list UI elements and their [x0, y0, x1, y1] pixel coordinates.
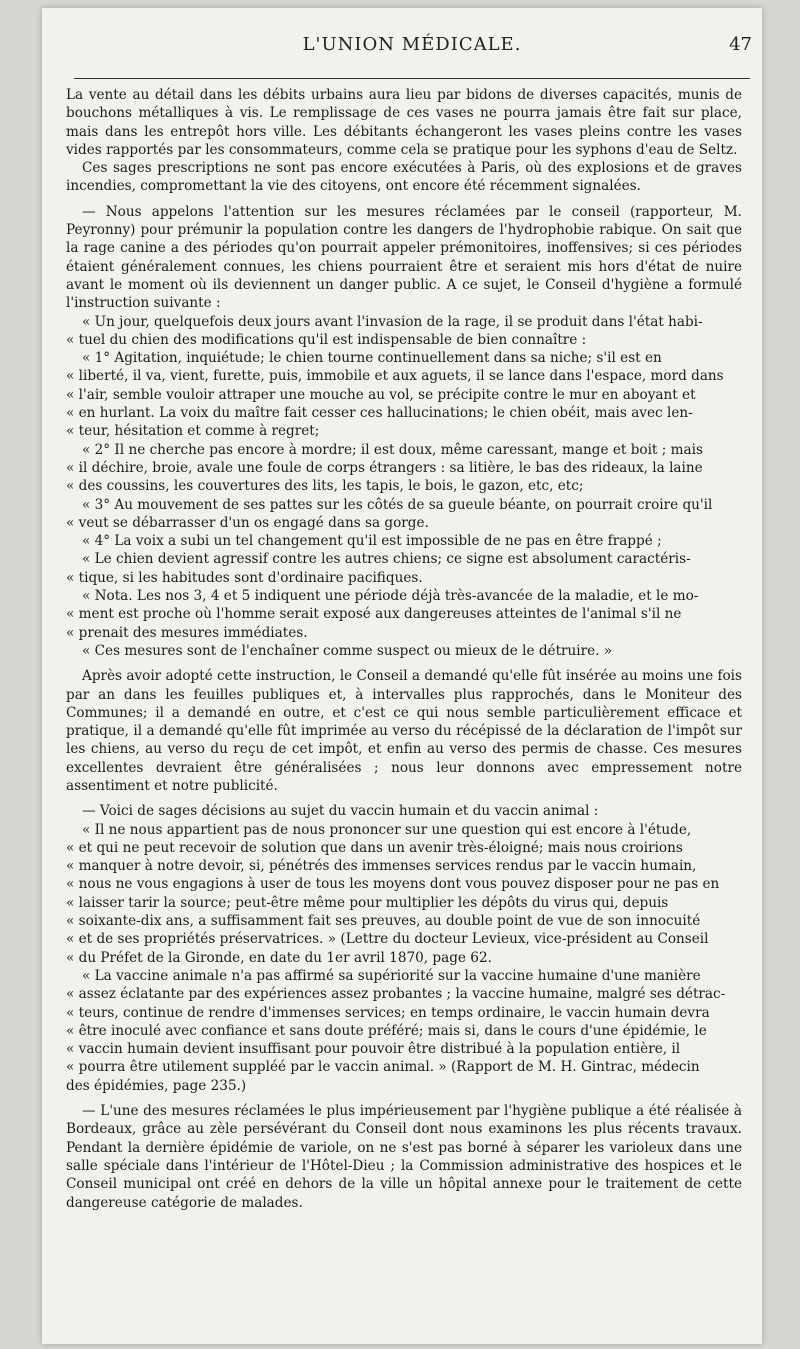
- paragraph: « Nota. Les nos 3, 4 et 5 indiquent une période déjà très-avancée de la maladie, et le mo-: [82, 588, 699, 605]
- paragraph: « teur, hésitation et comme à regret;: [66, 423, 320, 440]
- paragraph: « liberté, il va, vient, furette, puis, immobile et aux aguets, il se lance dans l'espace, mord dans: [66, 368, 724, 385]
- paragraph: « du Préfet de la Gironde, en date du 1er avril 1870, page 62.: [66, 949, 492, 966]
- paragraph: « 2° Il ne cherche pas encore à mordre; il est doux, même caressant, mange et boit ; mais: [82, 441, 703, 458]
- paragraph: « il déchire, broie, avale une foule de corps étrangers : sa litière, le bas des rideaux, la laine: [66, 459, 703, 476]
- paragraph: La vente au détail dans les débits urbains aura lieu par bidons de diverses capacités, munis de bouchons métalliques à vis. Le remplissage de ces vases ne pourra jamais être fait sur place, mais dans les entrepôt hors ville. Les débitants échangeront les vases pleins contre les vases vides rapportés par les consommateurs, comme cela se pratique pour les syphons d'eau de Seltz.: [66, 87, 742, 158]
- paragraph: « et de ses propriétés préservatrices. » (Lettre du docteur Levieux, vice-président au Conseil: [66, 931, 709, 948]
- paragraph: « 3° Au mouvement de ses pattes sur les côtés de sa gueule béante, on pourrait croire qu'il: [82, 496, 713, 513]
- paragraph: « vaccin humain devient insuffisant pour pouvoir être distribué à la population entière, il: [66, 1041, 681, 1058]
- paragraph: « l'air, semble vouloir attraper une mouche au vol, se précipite contre le mur en aboyant et: [66, 386, 696, 403]
- paragraph: « soixante-dix ans, a suffisamment fait ses preuves, au double point de vue de son innocuité: [66, 913, 701, 930]
- paragraph: « être inoculé avec confiance et sans doute préféré; mais si, dans le cours d'une épidémie, le: [66, 1022, 707, 1039]
- paragraph: « La vaccine animale n'a pas affirmé sa supériorité sur la vaccine humaine d'une manière: [82, 967, 701, 984]
- paragraph: « laisser tarir la source; peut-être même pour multiplier les dépôts du virus qui, depuis: [66, 894, 669, 911]
- paragraph: « et qui ne peut recevoir de solution que dans un avenir très-éloigné; mais nous croirions: [66, 839, 683, 856]
- paragraph: Ces sages prescriptions ne sont pas encore exécutées à Paris, où des explosions et de graves incendies, compromettant la vie des citoyens, ont encore été récemment signalées.: [66, 160, 742, 195]
- paragraph: — Voici de sages décisions au sujet du vaccin humain et du vaccin animal :: [82, 803, 599, 820]
- paragraph: « manquer à notre devoir, si, pénétrés des immenses services rendus par le vaccin humain,: [66, 858, 697, 875]
- paragraph: « 4° La voix a subi un tel changement qu'il est impossible de ne pas en être frappé ;: [82, 533, 662, 550]
- paragraph: « nous ne vous engagions à user de tous les moyens dont vous pouvez disposer pour ne pas en: [66, 876, 720, 893]
- paragraph: « ment est proche où l'homme serait exposé aux dangereuses atteintes de l'animal s'il ne: [66, 606, 682, 623]
- paragraph: « en hurlant. La voix du maître fait cesser ces hallucinations; le chien obéit, mais avec len-: [66, 405, 693, 422]
- paragraph: « tuel du chien des modifications qu'il est indispensable de bien connaître :: [66, 331, 587, 348]
- paragraph: Après avoir adopté cette instruction, le Conseil a demandé qu'elle fût insérée au moins une fois par an dans les feuilles publiques et, à intervalles plus rapprochés, dans le Moniteur des Communes; il a demandé en outre, et c'est ce qui nous semble particulièrement efficace et pratique, il a demandé qu'elle fût imprimée au verso du récépissé de la déclaration de l'impôt sur les chiens, au verso du reçu de cet impôt, et enfin au verso des permis de chasse. Ces mesures excellentes devraient être généralisées ; nous leur donnons avec empressement notre assentiment et notre publicité.: [66, 668, 742, 794]
- paragraph: « assez éclatante par des expériences assez probantes ; la vaccine humaine, malgré ses détrac-: [66, 986, 726, 1003]
- paragraph: « veut se débarrasser d'un os engagé dans sa gorge.: [66, 514, 429, 531]
- running-title: L'UNION MÉDICALE.: [302, 34, 522, 55]
- paragraph: — L'une des mesures réclamées le plus impérieusement par l'hygiène publique a été réalisée à Bordeaux, grâce au zèle persévérant du Conseil dont nous examinons les plus récents travaux. Pendant la dernière épidémie de variole, on ne s'est pas borné à séparer les varioleux dans une salle spéciale dans l'intérieur de l'Hôtel-Dieu ; la Commission administrative des hospices et le Conseil municipal ont créé en dehors de la ville un hôpital annexe pour le traitement de cette dangereuse catégorie de malades.: [66, 1103, 742, 1211]
- paragraph: « Il ne nous appartient pas de nous prononcer sur une question qui est encore à l'étude,: [82, 821, 692, 838]
- paragraph: des épidémies, page 235.): [66, 1077, 247, 1094]
- paragraph: « Le chien devient agressif contre les autres chiens; ce signe est absolument caractéris-: [82, 551, 691, 568]
- paragraph: « Un jour, quelquefois deux jours avant l'invasion de la rage, il se produit dans l'état habi-: [82, 313, 703, 330]
- page-number: 47: [729, 34, 752, 55]
- paragraph: — Nous appelons l'attention sur les mesures réclamées par le conseil (rapporteur, M. Peyronny) pour prémunir la population contre les dangers de l'hydrophobie rabique. On sait que la rage canine a des périodes qu'on pourrait appeler prémonitoires, inoffensives; si ces périodes étaient généralement connues, les chiens pourraient être et seraient mis hors d'état de nuire avant le moment où ils deviennent un danger public. A ce sujet, le Conseil d'hygiène a formulé l'instruction suivante :: [66, 203, 742, 312]
- paragraph: « des coussins, les couvertures des lits, les tapis, le bois, le gazon, etc, etc;: [66, 478, 584, 495]
- paragraph: « pourra être utilement suppléé par le vaccin animal. » (Rapport de M. H. Gintrac, médecin: [66, 1059, 700, 1076]
- header-rule: [74, 78, 750, 79]
- paragraph: « teurs, continue de rendre d'immenses services; en temps ordinaire, le vaccin humain devra: [66, 1004, 710, 1021]
- journal-page: [42, 8, 762, 1344]
- page-header: [72, 34, 752, 62]
- paragraph: « Ces mesures sont de l'enchaîner comme suspect ou mieux de le détruire. »: [82, 642, 613, 659]
- paragraph: « prenait des mesures immédiates.: [66, 624, 308, 641]
- paragraph: « 1° Agitation, inquiétude; le chien tourne continuellement dans sa niche; s'il est en: [82, 350, 662, 367]
- article-body: [66, 86, 742, 1212]
- paragraph: « tique, si les habitudes sont d'ordinaire pacifiques.: [66, 569, 423, 586]
